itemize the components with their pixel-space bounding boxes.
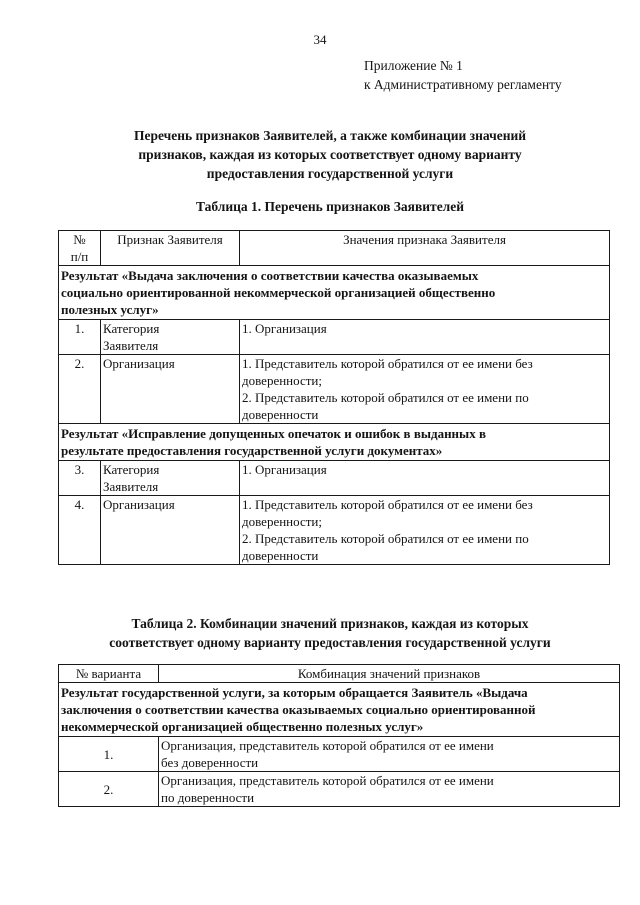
result-line: Результат «Исправление допущенных опечаток и ошибок в выданных в <box>61 426 486 441</box>
appendix-line: Приложение № 1 <box>364 58 463 73</box>
result-cell <box>59 424 610 461</box>
table2-title-line: соответствует одному варианту предоставления государственной услуги <box>109 635 551 650</box>
header-num-line: № <box>73 232 86 247</box>
result-cell <box>59 683 620 737</box>
attribute-line: Организация <box>103 356 175 371</box>
combination-line: Организация, представитель которой обратился от ее имени <box>161 738 494 753</box>
title-line: предоставления государственной услуги <box>206 166 454 181</box>
result-line: социально ориентированной некоммерческой организацией общественно <box>61 285 496 300</box>
result-line: полезных услуг» <box>61 302 159 317</box>
document-title <box>60 126 600 183</box>
variant-num: 1. <box>59 737 159 772</box>
table-header-row <box>59 231 610 266</box>
row-num: 3. <box>59 461 101 496</box>
values-cell <box>240 496 610 565</box>
header-num-line: п/п <box>70 249 89 264</box>
value-line: 1. Организация <box>242 321 327 336</box>
result-cell <box>59 266 610 320</box>
value-line: доверенности <box>242 548 319 563</box>
value-line: доверенности; <box>242 514 322 529</box>
appendix-caption <box>364 56 562 94</box>
combination-line: без доверенности <box>161 755 259 770</box>
title-line: Перечень признаков Заявителей, а также комбинации значений <box>133 128 527 143</box>
result-row <box>59 266 610 320</box>
result-line: некоммерческой организацией общественно полезных услуг» <box>61 719 424 734</box>
table-row <box>59 320 610 355</box>
attribute-line: Категория <box>103 462 160 477</box>
table2-title-line: Таблица 2. Комбинации значений признаков, каждая из которых <box>131 616 529 631</box>
result-line: заключения о соответствии качества оказываемых социально ориентированной <box>61 702 536 717</box>
table-row <box>59 355 610 424</box>
page-number: 34 <box>313 32 327 47</box>
header-values: Значения признака Заявителя <box>240 231 610 266</box>
combination-line: по доверенности <box>161 790 255 805</box>
value-line: 1. Представитель которой обратился от ее имени без <box>242 356 533 371</box>
table-row <box>59 496 610 565</box>
result-row <box>59 683 620 737</box>
value-line: 1. Представитель которой обратился от ее имени без <box>242 497 533 512</box>
value-line: 2. Представитель которой обратился от ее имени по <box>242 531 529 546</box>
table2-title <box>60 614 600 652</box>
values-cell <box>240 461 610 496</box>
attribute-combinations-table <box>58 664 620 807</box>
header-variant: № варианта <box>59 665 159 683</box>
table-row <box>59 772 620 807</box>
table-row <box>59 737 620 772</box>
row-num: 2. <box>59 355 101 424</box>
values-cell <box>240 355 610 424</box>
combination-line: Организация, представитель которой обратился от ее имени <box>161 773 494 788</box>
attribute-cell <box>101 320 240 355</box>
attribute-cell <box>101 355 240 424</box>
header-num <box>59 231 101 266</box>
value-line: 2. Представитель которой обратился от ее имени по <box>242 390 529 405</box>
title-line: признаков, каждая из которых соответствует одному варианту <box>138 147 522 162</box>
appendix-line: к Административному регламенту <box>364 77 562 92</box>
header-attribute: Признак Заявителя <box>101 231 240 266</box>
attribute-line: Организация <box>103 497 175 512</box>
result-line: Результат «Выдача заключения о соответствии качества оказываемых <box>61 268 479 283</box>
attribute-cell <box>101 496 240 565</box>
attribute-cell <box>101 461 240 496</box>
value-line: доверенности; <box>242 373 322 388</box>
table-row <box>59 461 610 496</box>
result-row <box>59 424 610 461</box>
result-line: Результат государственной услуги, за которым обращается Заявитель «Выдача <box>61 685 528 700</box>
values-cell <box>240 320 610 355</box>
row-num: 1. <box>59 320 101 355</box>
table-header-row <box>59 665 620 683</box>
combination-cell <box>159 737 620 772</box>
attribute-line: Заявителя <box>103 479 159 494</box>
variant-num: 2. <box>59 772 159 807</box>
applicant-attributes-table <box>58 230 610 565</box>
attribute-line: Категория <box>103 321 160 336</box>
combination-cell <box>159 772 620 807</box>
row-num: 4. <box>59 496 101 565</box>
value-line: 1. Организация <box>242 462 327 477</box>
value-line: доверенности <box>242 407 319 422</box>
table1-title: Таблица 1. Перечень признаков Заявителей <box>195 199 465 214</box>
attribute-line: Заявителя <box>103 338 159 353</box>
header-combination: Комбинация значений признаков <box>159 665 620 683</box>
result-line: результате предоставления государственной услуги документах» <box>61 443 443 458</box>
